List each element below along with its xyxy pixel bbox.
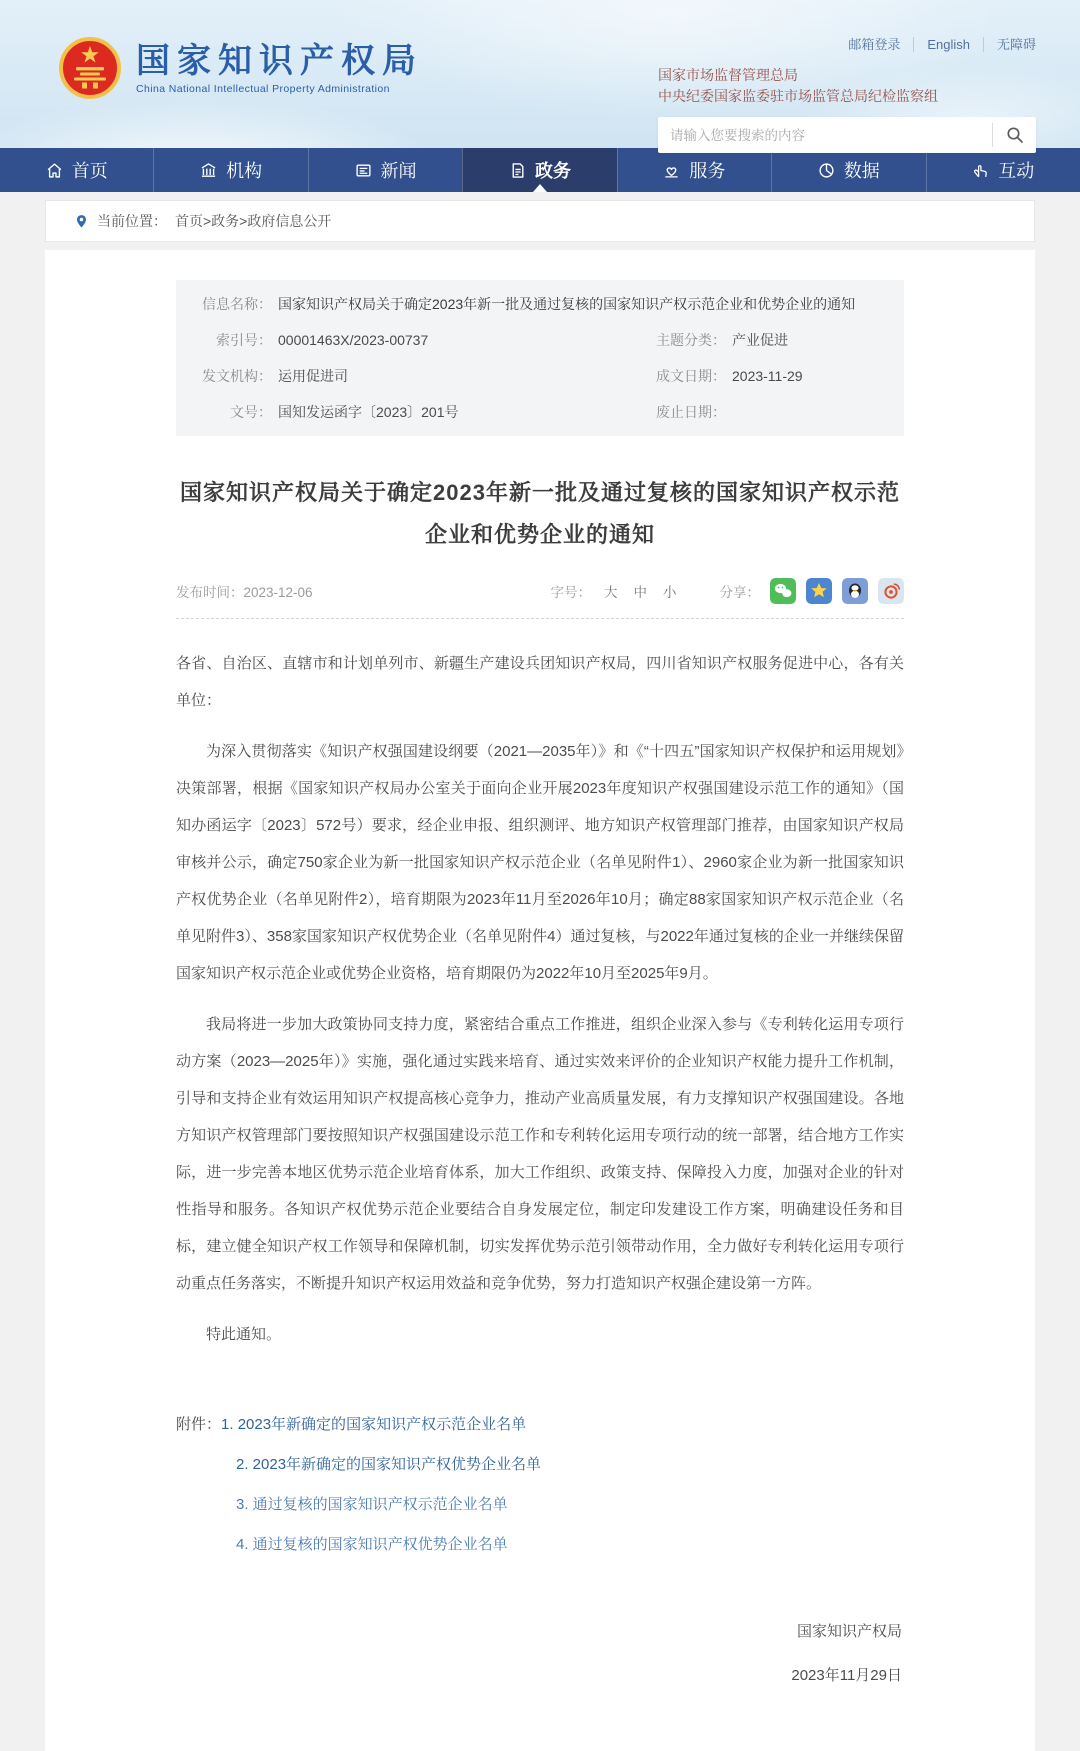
national-emblem-icon bbox=[58, 36, 122, 100]
attachment-row bbox=[176, 1445, 904, 1485]
info-name-value: 国家知识产权局关于确定2023年新一批及通过复核的国家知识产权示范企业和优势企业的通知 bbox=[278, 296, 856, 312]
share-label: 分享： bbox=[719, 585, 760, 600]
accessibility-link[interactable]: 无障碍 bbox=[983, 37, 1036, 52]
nav-item-institution[interactable] bbox=[153, 148, 307, 192]
paragraph: 为深入贯彻落实《知识产权强国建设纲要（2021—2035年）》和《“十四五”国家知识产权保护和运用规划》决策部署，根据《国家知识产权局办公室关于面向企业开展2023年度知识产权强国建设示范工作的通知》（国知办函运字〔2023〕572号）要求，经企业申报、组织测评、地方知识产权管理部门推荐，由国家知识产权局审核并公示，确定750家企业为新一批国家知识产权示范企业（名单见附件1）、2960家企业为新一批国家知识产权优势企业（名单见附件2），培育期限为2023年11月至2026年10月；确定88家国家知识产权示范企业（名单见附件3）、358家国家知识产权优势企业（名单见附件4）通过复核，与2022年通过复核的企业一并继续保留国家知识产权示范企业或优势企业资格，培育期限仍为2022年10月至2025年9月。 bbox=[176, 743, 904, 982]
article-meta bbox=[176, 578, 904, 619]
info-row-doc-number bbox=[176, 394, 904, 430]
info-table bbox=[176, 280, 904, 436]
site-header bbox=[0, 0, 1080, 148]
info-row-index bbox=[176, 322, 904, 358]
issuing-agency-label: 发文机构： bbox=[202, 368, 272, 384]
top-links bbox=[658, 34, 1036, 53]
wechat-share-icon[interactable] bbox=[770, 578, 796, 604]
qzone-share-icon[interactable] bbox=[806, 578, 832, 604]
nav-item-news[interactable] bbox=[308, 148, 462, 192]
news-icon bbox=[355, 162, 372, 179]
institution-icon bbox=[200, 162, 217, 179]
related-links bbox=[658, 65, 1036, 107]
index-number-value: 00001463X/2023-00737 bbox=[278, 332, 429, 348]
header-utilities bbox=[658, 34, 1036, 153]
paragraph-closing: 特此通知。 bbox=[206, 1326, 282, 1343]
nav-item-gov-affairs[interactable] bbox=[462, 148, 616, 192]
attachments bbox=[176, 1405, 904, 1565]
attachment-link-3[interactable]: 3. 通过复核的国家知识产权示范企业名单 bbox=[236, 1496, 508, 1513]
meta-actions bbox=[551, 578, 905, 604]
interact-icon bbox=[972, 162, 989, 179]
issue-date-label: 成文日期： bbox=[656, 368, 726, 384]
font-size-label: 字号： bbox=[550, 585, 591, 600]
english-link[interactable]: English bbox=[913, 37, 983, 52]
main-nav bbox=[0, 148, 1080, 192]
doc-number-label: 文号： bbox=[230, 404, 272, 420]
nav-item-interact[interactable] bbox=[926, 148, 1080, 192]
data-icon bbox=[818, 162, 835, 179]
document-panel bbox=[45, 250, 1035, 1751]
issuing-agency-value: 运用促进司 bbox=[278, 368, 348, 384]
publish-time-label: 发布时间： bbox=[176, 585, 244, 600]
attachment-row bbox=[176, 1405, 904, 1445]
signature-block bbox=[176, 1617, 904, 1691]
site-subtitle: China National Intellectual Property Administration bbox=[136, 82, 390, 95]
font-size-medium-button[interactable]: 中 bbox=[633, 585, 647, 600]
attachment-link-4[interactable]: 4. 通过复核的国家知识产权优势企业名单 bbox=[236, 1536, 508, 1553]
font-size-large-button[interactable]: 大 bbox=[604, 585, 618, 600]
site-logo[interactable] bbox=[58, 36, 423, 100]
issue-date-value: 2023-11-29 bbox=[732, 368, 803, 384]
signature-date: 2023年11月29日 bbox=[791, 1667, 902, 1684]
nav-item-service[interactable] bbox=[617, 148, 771, 192]
search-input[interactable] bbox=[658, 117, 992, 153]
nav-item-label: 数据 bbox=[843, 161, 880, 181]
discipline-inspection-link[interactable]: 中央纪委国家监委驻市场监管总局纪检监察组 bbox=[658, 88, 938, 104]
info-row-issuer bbox=[176, 358, 904, 394]
qq-share-icon[interactable] bbox=[842, 578, 868, 604]
mail-login-link[interactable]: 邮箱登录 bbox=[848, 37, 901, 52]
nav-item-label: 机构 bbox=[226, 161, 263, 181]
topic-category-value: 产业促进 bbox=[732, 332, 788, 348]
paragraph-addressee: 各省、自治区、直辖市和计划单列市、新疆生产建设兵团知识产权局，四川省知识产权服务促进中心，各有关单位： bbox=[176, 655, 904, 709]
article-body bbox=[176, 645, 904, 1353]
nav-item-label: 政务 bbox=[534, 161, 571, 181]
breadcrumb-path[interactable]: 首页>政务>政府信息公开 bbox=[175, 213, 332, 229]
attachment-link-1[interactable]: 1. 2023年新确定的国家知识产权示范企业名单 bbox=[221, 1416, 527, 1433]
repeal-date-label: 废止日期： bbox=[656, 404, 726, 420]
location-pin-icon bbox=[74, 214, 89, 229]
info-name-label: 信息名称： bbox=[202, 296, 272, 312]
breadcrumb bbox=[45, 200, 1035, 242]
nav-item-home[interactable] bbox=[0, 148, 153, 192]
font-size-small-button[interactable]: 小 bbox=[663, 585, 677, 600]
index-number-label: 索引号： bbox=[216, 332, 272, 348]
nav-item-label: 新闻 bbox=[380, 161, 417, 181]
publish-time-value: 2023-12-06 bbox=[243, 585, 313, 600]
site-title: 国家知识产权局 bbox=[136, 41, 423, 80]
search-icon bbox=[1006, 126, 1024, 144]
attachment-link-2[interactable]: 2. 2023年新确定的国家知识产权优势企业名单 bbox=[236, 1456, 542, 1473]
gov-affairs-icon bbox=[509, 162, 526, 179]
signature-agency: 国家知识产权局 bbox=[796, 1623, 902, 1640]
nav-item-label: 互动 bbox=[998, 161, 1035, 181]
nav-item-data[interactable] bbox=[771, 148, 925, 192]
service-icon bbox=[663, 162, 680, 179]
search-box bbox=[658, 117, 1036, 153]
samr-link[interactable]: 国家市场监督管理总局 bbox=[658, 67, 798, 83]
site-title-group bbox=[136, 42, 423, 95]
attachments-label: 附件： bbox=[176, 1416, 222, 1433]
publish-time bbox=[176, 581, 313, 601]
page-title: 国家知识产权局关于确定2023年新一批及通过复核的国家知识产权示范企业和优势企业的通知 bbox=[180, 480, 900, 547]
doc-number-value: 国知发运函字〔2023〕201号 bbox=[278, 404, 459, 420]
info-row-name bbox=[176, 286, 904, 322]
paragraph: 我局将进一步加大政策协同支持力度，紧密结合重点工作推进，组织企业深入参与《专利转化运用专项行动方案（2023—2025年）》实施，强化通过实践来培育、通过实效来评价的企业知识产权能力提升工作机制，引导和支持企业有效运用知识产权提高核心竞争力，推动产业高质量发展，有力支撑知识产权强国建设。各地方知识产权管理部门要按照知识产权强国建设示范工作和专利转化运用专项行动的统一部署，结合地方工作实际，进一步完善本地区优势示范企业培育体系，加大工作组织、政策支持、保障投入力度，加强对企业的针对性指导和服务。各知识产权优势示范企业要结合自身发展定位，制定印发建设工作方案，明确建设任务和目标，建立健全知识产权工作领导和保障机制，切实发挥优势示范引领带动作用，全力做好专利转化运用专项行动重点任务落实，不断提升知识产权运用效益和竞争优势，努力打造知识产权强企建设第一方阵。 bbox=[176, 1016, 904, 1292]
nav-item-label: 服务 bbox=[689, 161, 726, 181]
weibo-share-icon[interactable] bbox=[878, 578, 904, 604]
topic-category-label: 主题分类： bbox=[656, 332, 726, 348]
nav-item-label: 首页 bbox=[71, 161, 108, 181]
breadcrumb-label: 当前位置： bbox=[97, 213, 167, 229]
attachment-row bbox=[176, 1525, 904, 1565]
attachment-row bbox=[176, 1485, 904, 1525]
search-button[interactable] bbox=[992, 123, 1036, 147]
home-icon bbox=[46, 162, 63, 179]
